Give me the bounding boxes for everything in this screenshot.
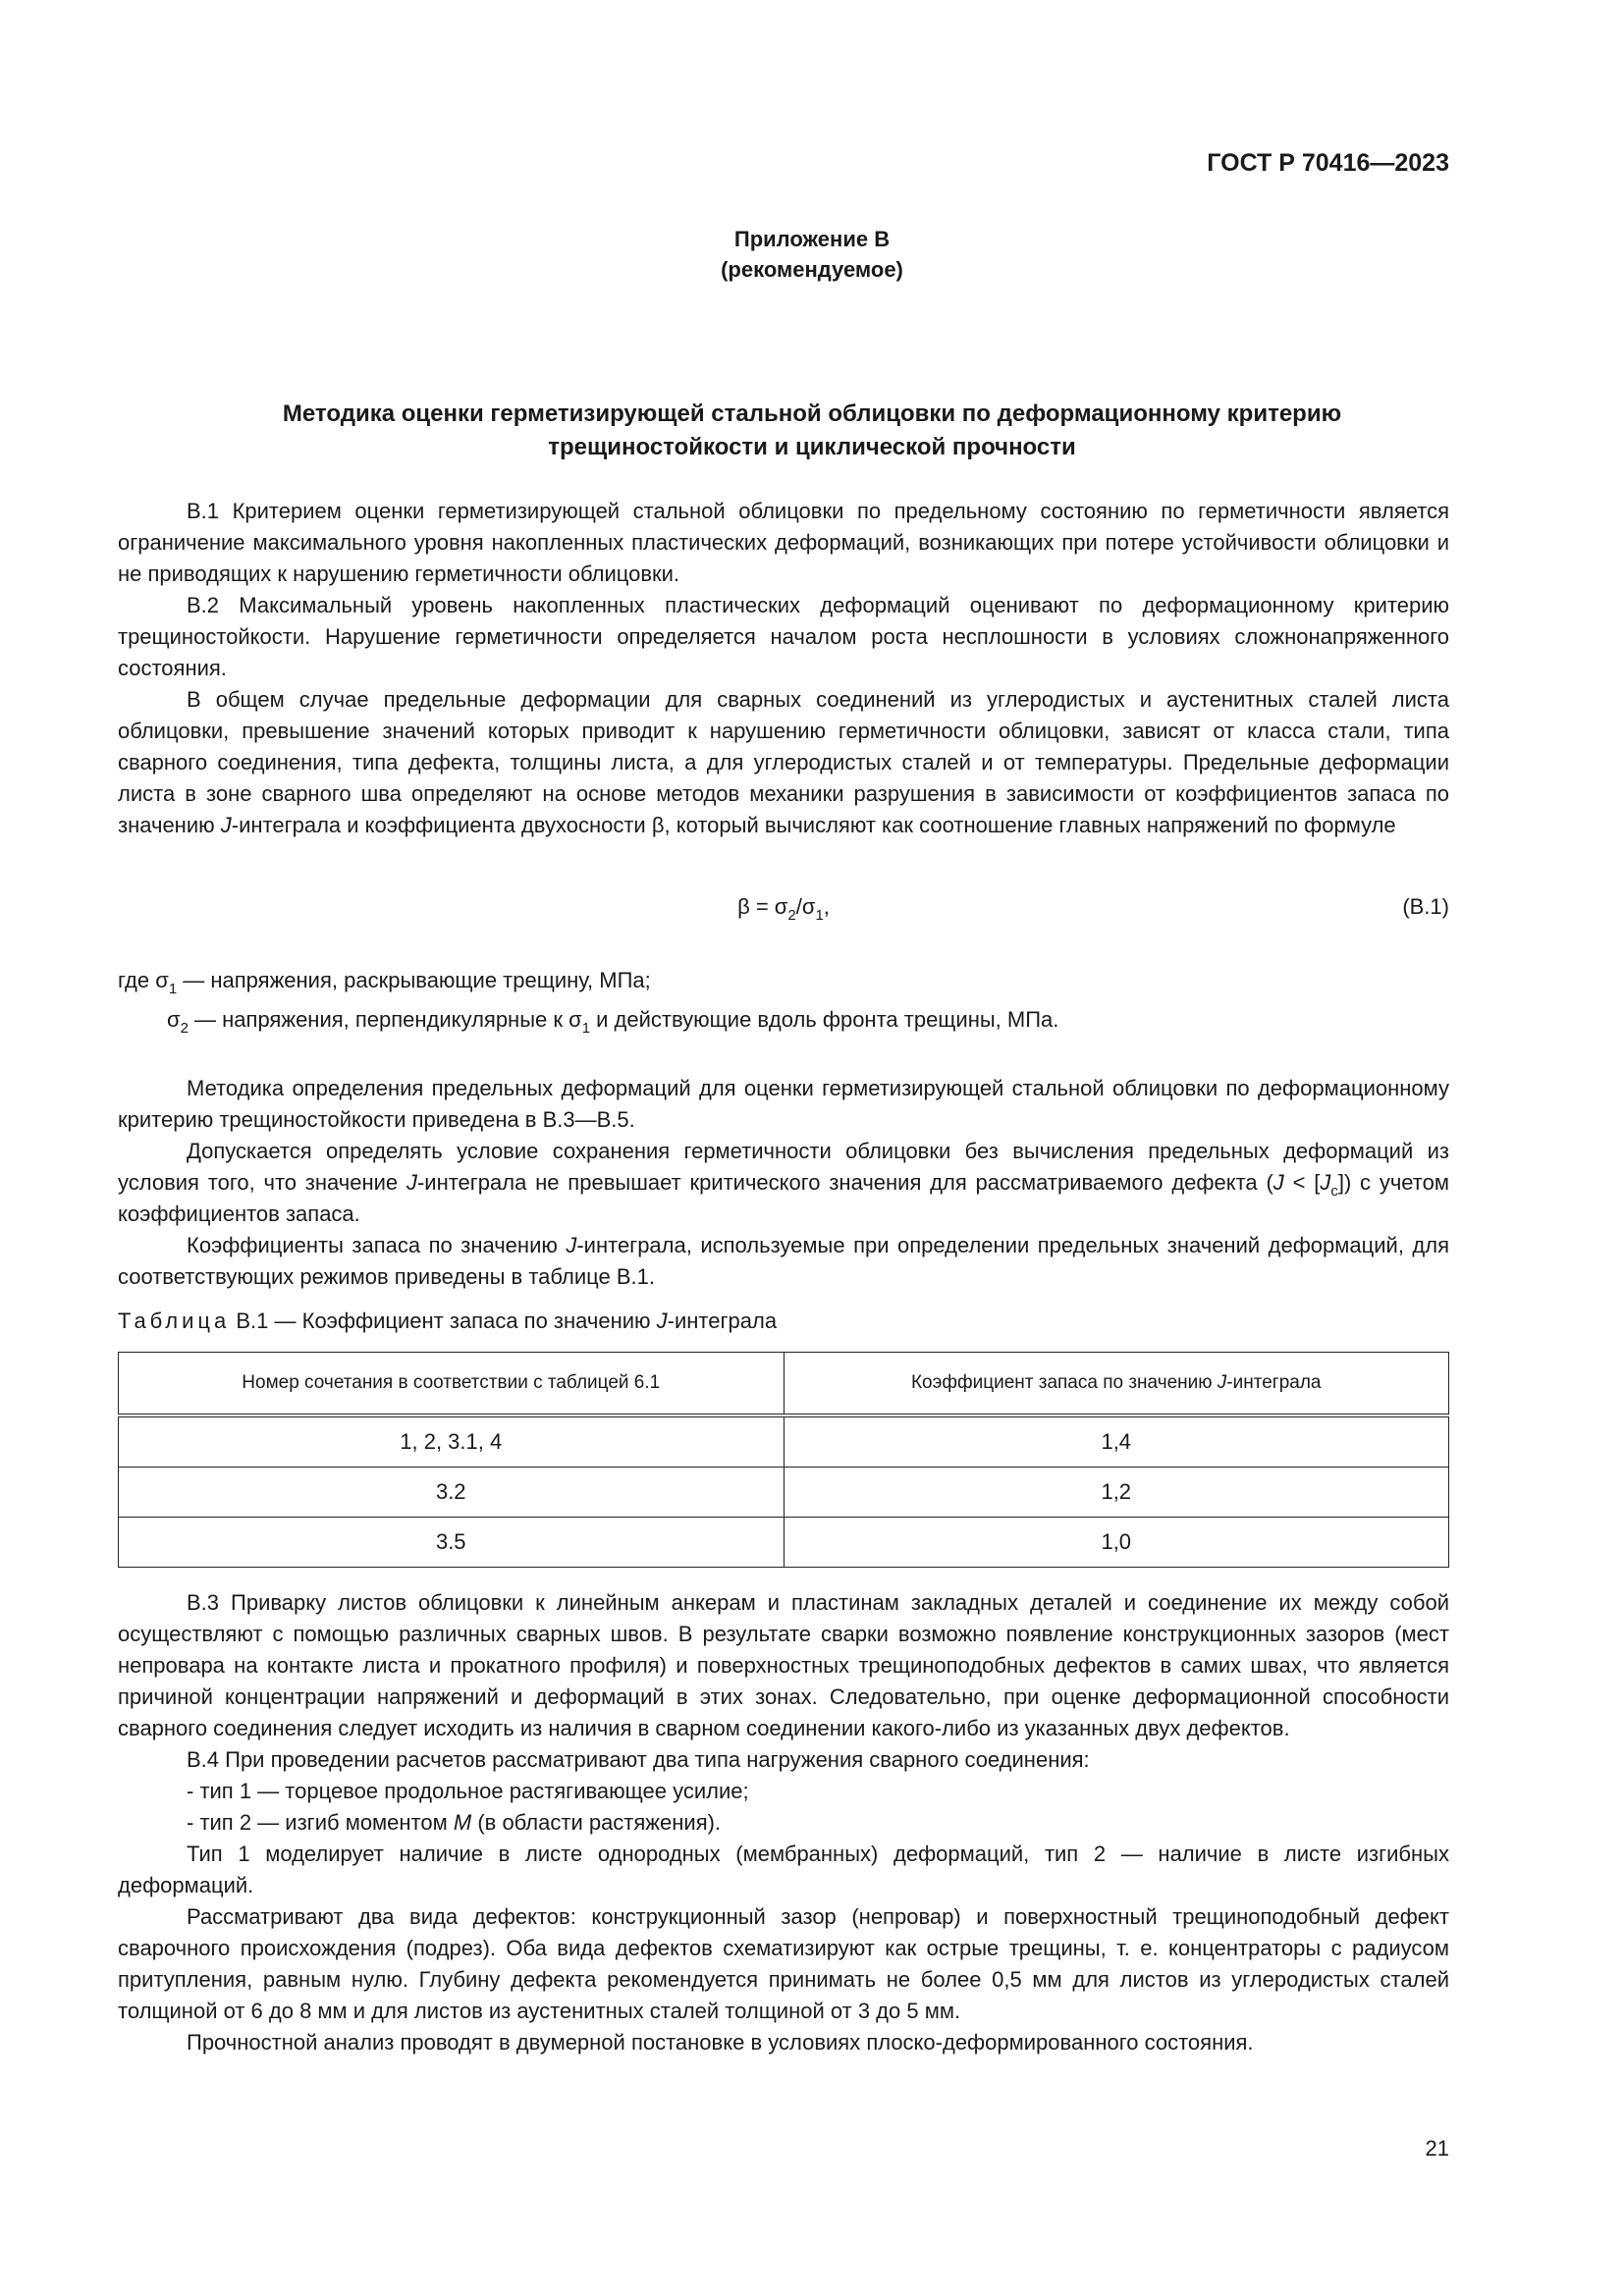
j-symbol: J	[566, 1233, 577, 1257]
appendix-label: Приложение В	[733, 227, 891, 251]
title-line-1: Методика оценки герметизирующей стальной облицовки по деформационному критерию	[282, 400, 1342, 427]
formula-number: (В.1)	[1402, 894, 1449, 919]
text-span: Допускается определять условие сохранения герметичности облицовки без вычисления предельных деформаций из условия того, что значение	[118, 1139, 1449, 1195]
appendix-status: (рекомендуемое)	[721, 257, 903, 282]
text-span: -интеграла не превышает критического значения для рассматриваемого дефекта (	[416, 1170, 1273, 1195]
bullet-type-1: - тип 1 — торцевое продольное растягивающее усилие;	[187, 1779, 749, 1803]
text-span: σ	[167, 1007, 181, 1032]
table-header-row	[119, 1353, 1449, 1416]
text-span: и действующие вдоль фронта трещины, МПа.	[590, 1007, 1059, 1032]
title-line-2: трещиностойкости и циклической прочности	[548, 434, 1076, 460]
text-span: где σ	[118, 968, 169, 992]
text-span: -интеграла	[1226, 1372, 1322, 1393]
paragraph-types: Тип 1 моделирует наличие в листе однородных (мембранных) деформаций, тип 2 — наличие в листе изгибных деформаций.	[118, 1842, 1449, 1897]
table-row	[119, 1415, 1449, 1468]
j-symbol: J	[220, 813, 232, 837]
legend-sigma2	[167, 1004, 1058, 1036]
formula-expression	[118, 894, 1449, 924]
cell-combination: 3.2	[119, 1468, 785, 1518]
text-span: В общем случае предельные деформации для сварных соединений из углеродистых и аустенитных сталей листа облицовки, превышение значений которых приводит к нарушению герметичности облицовки, зависят от класса стали, типа сварного соединения, типа дефекта, толщины листа, а для углеродистых сталей и от температуры. Предельные деформации листа в зоне сварного шва определяют на основе методов механики разрушения в зависимости от коэффициентов запаса по значению	[118, 687, 1449, 837]
text-span: -интеграла	[667, 1308, 778, 1333]
document-number: ГОСТ Р 70416—2023	[1207, 149, 1449, 177]
paragraph-allowed	[118, 1136, 1449, 1230]
page-number: 21	[1425, 2136, 1449, 2161]
formula-b1	[118, 894, 1449, 926]
table-caption	[118, 1308, 777, 1334]
text-span: В.1 — Коэффициент запаса по значению	[230, 1308, 657, 1333]
sub: c	[1330, 1183, 1338, 1200]
col-header-combination: Номер сочетания в соответствии с таблицей 6.1	[119, 1353, 785, 1416]
j-symbol: J	[656, 1308, 668, 1333]
text-span: - тип 2 — изгиб моментом	[187, 1810, 454, 1835]
paragraph-factors	[118, 1230, 1449, 1293]
body-section-1	[118, 496, 1449, 841]
table-row	[119, 1468, 1449, 1518]
j-symbol: J	[1217, 1372, 1227, 1393]
paragraph-b4: В.4 При проведении расчетов рассматривают два типа нагружения сварного соединения:	[187, 1747, 1090, 1772]
paragraph-analysis: Прочностной анализ проводят в двумерной постановке в условиях плоско-деформированного состояния.	[187, 2030, 1254, 2055]
safety-factor-table	[118, 1352, 1449, 1568]
formula-tail: ,	[823, 894, 830, 919]
text-span: Коэффициенты запаса по значению	[187, 1233, 567, 1257]
cell-combination: 3.5	[119, 1518, 785, 1568]
bullet-type-2	[118, 1807, 1449, 1839]
paragraph-method: Методика определения предельных деформаций для оценки герметизирующей стальной облицовки по деформационному критерию трещиностойкости приведена в В.3—В.5.	[118, 1076, 1449, 1132]
paragraph-b3: В.3 Приварку листов облицовки к линейным анкерам и пластинам закладных деталей и соединение их между собой осуществляют с помощью различных сварных швов. В результате сварки возможно появление конструкционных зазоров (мест непровара на контакте листа и прокатного профиля) и поверхностных трещиноподобных дефектов в самих швах, что является причиной концентрации напряжений и деформаций в этих зонах. Следовательно, при оценке деформационной способности сварного соединения следует исходить из наличия в сварном соединении какого-либо из указанных двух дефектов.	[118, 1590, 1449, 1740]
cell-factor: 1,0	[784, 1518, 1449, 1568]
cell-combination: 1, 2, 3.1, 4	[119, 1415, 785, 1468]
paragraph-b2: В.2 Максимальный уровень накопленных пластических деформаций оценивают по деформационному критерию трещиностойкости. Нарушение герметичности определяется началом роста несплошности в условиях сложнонапряженного состояния.	[118, 593, 1449, 680]
body-section-3	[118, 1587, 1449, 2058]
text-span: — напряжения, перпендикулярные к σ	[188, 1007, 582, 1032]
formula-sub: 2	[787, 907, 796, 924]
text-span: ]) с учетом коэффициентов запаса.	[118, 1170, 1449, 1226]
paragraph-defects: Рассматривают два вида дефектов: конструкционный зазор (непровар) и поверхностный трещиноподобный дефект сварочного происхождения (подрез). Оба вида дефектов схематизируют как острые трещины, т. е. концентраторы с радиусом притупления, равным нулю. Глубину дефекта рекомендуется принимать не более 0,5 мм для листов из углеродистых сталей толщиной от 6 до 8 мм и для листов из аустенитных сталей толщиной от 3 до 5 мм.	[118, 1904, 1449, 2023]
cell-factor: 1,2	[784, 1468, 1449, 1518]
text-span: -интеграла и коэффициента двухосности β, который вычисляют как соотношение главных напряжений по формуле	[231, 813, 1396, 837]
paragraph-general	[118, 684, 1449, 841]
sub: 1	[581, 1020, 591, 1037]
j-symbol: J	[1320, 1170, 1331, 1195]
paragraph-b1: В.1 Критерием оценки герметизирующей стальной облицовки по предельному состоянию по герметичности является ограничение максимального уровня накопленных пластических деформаций, возникающих при потере устойчивости облицовки и не приводящих к нарушению герметичности облицовки.	[118, 499, 1449, 586]
text-span: (в области растяжения).	[471, 1810, 722, 1835]
sub: 1	[168, 981, 178, 997]
j-symbol: J	[406, 1170, 417, 1195]
text-span: — напряжения, раскрывающие трещину, МПа;	[177, 968, 651, 992]
body-section-2	[118, 1073, 1449, 1293]
formula-lhs: β = σ	[737, 894, 788, 919]
j-symbol: J	[1272, 1170, 1284, 1195]
cell-factor: 1,4	[784, 1415, 1449, 1468]
caption-word: Таблица	[118, 1308, 231, 1333]
legend-sigma1	[118, 965, 651, 996]
text-span: < [	[1283, 1170, 1321, 1195]
text-span: -интеграла, используемые при определении предельных значений деформаций, для соответствующих режимов приведены в таблице В.1.	[118, 1233, 1450, 1289]
formula-sub: 1	[815, 907, 824, 924]
section-title	[157, 398, 1467, 464]
sub: 2	[180, 1020, 189, 1037]
m-symbol: M	[453, 1810, 472, 1835]
text-span: Коэффициент запаса по значению	[910, 1372, 1218, 1393]
table-row	[119, 1518, 1449, 1568]
formula-mid: /σ	[795, 894, 816, 919]
col-header-factor	[784, 1353, 1449, 1416]
